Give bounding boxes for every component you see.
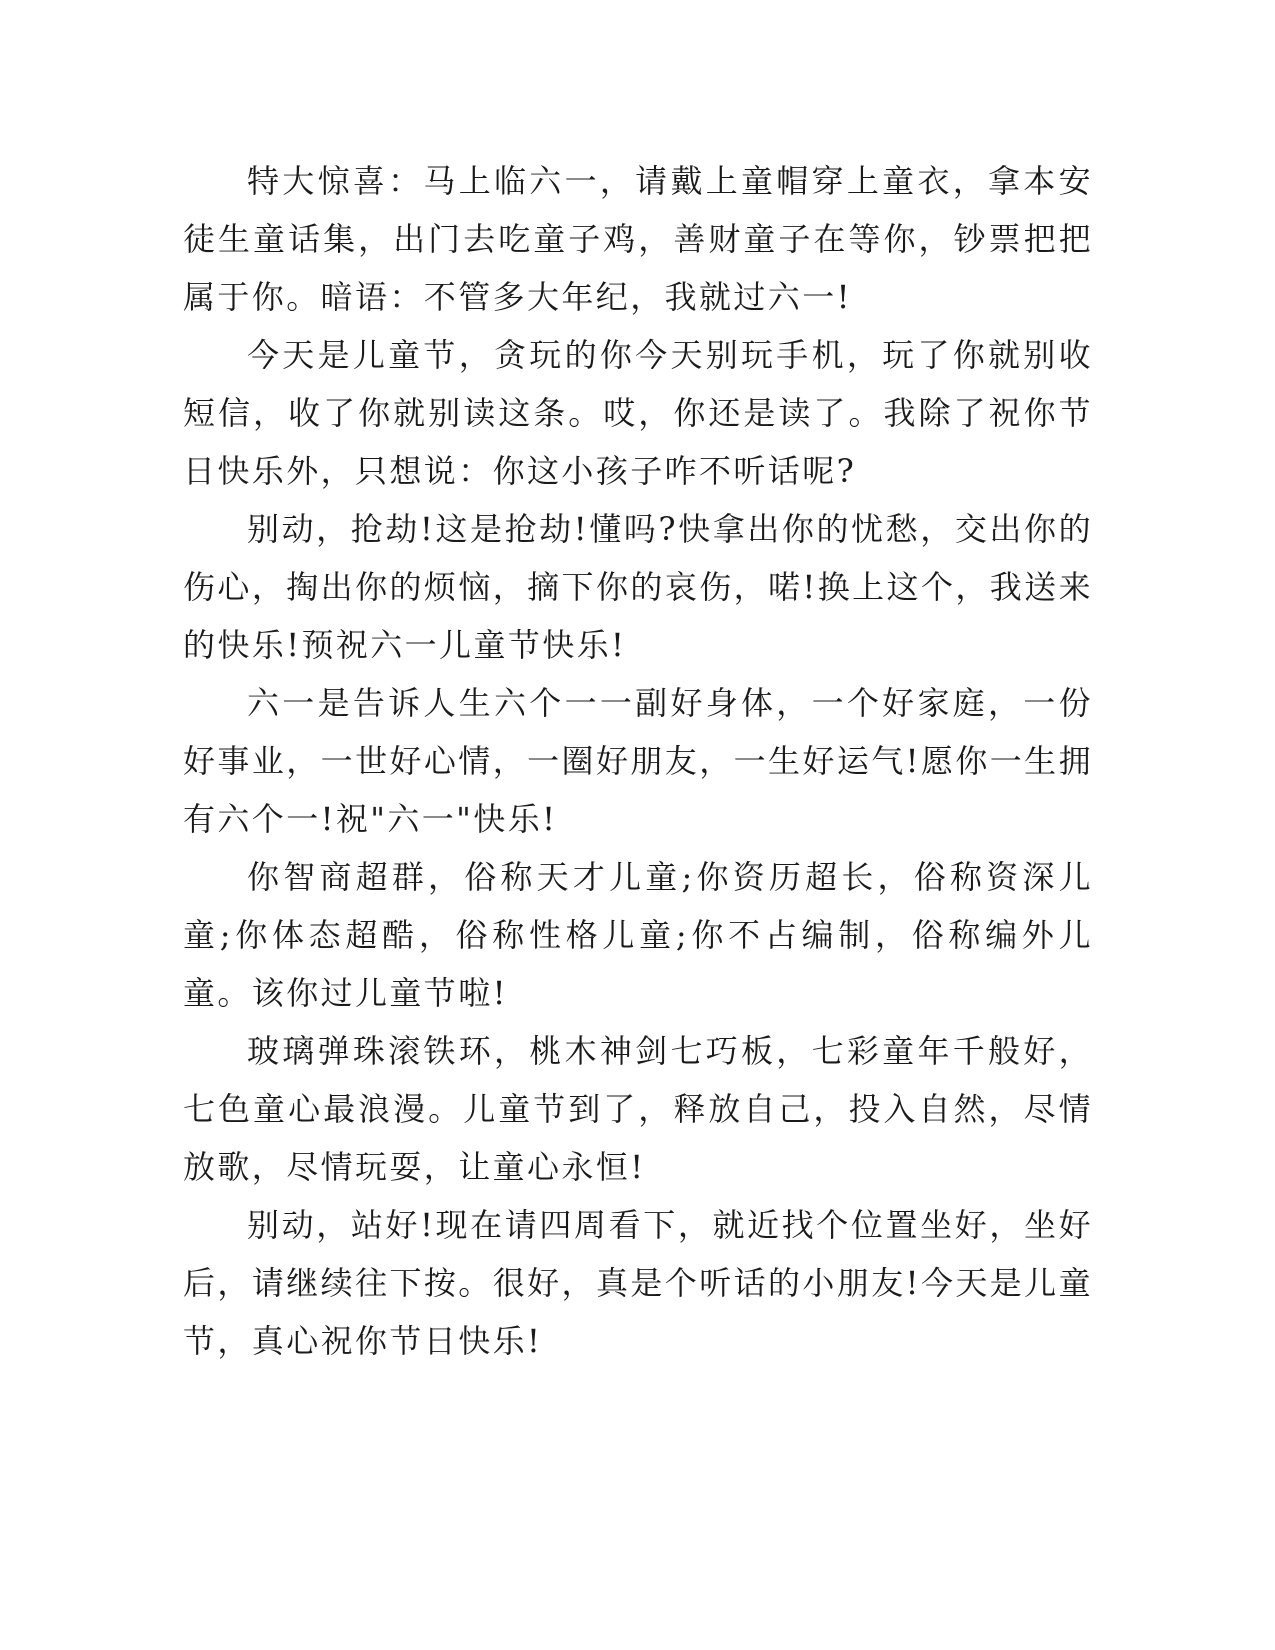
document-body	[183, 152, 1093, 1370]
paragraph-genius-child: 你智商超群，俗称天才儿童;你资历超长，俗称资深儿童;你体态超酷，俗称性格儿童;你不占编制，俗称编外儿童。该你过儿童节啦!	[183, 858, 1093, 1012]
paragraph-robbery: 别动，抢劫!这是抢劫!懂吗?快拿出你的忧愁，交出你的伤心，掏出你的烦恼，摘下你的哀伤，喏!换上这个，我送来的快乐!预祝六一儿童节快乐!	[183, 510, 1093, 664]
paragraph-six-ones: 六一是告诉人生六个一一副好身体，一个好家庭，一份好事业，一世好心情，一圈好朋友，一生好运气!愿你一生拥有六个一!祝"六一"快乐!	[183, 684, 1093, 838]
paragraph-childhood-toys: 玻璃弹珠滚铁环，桃木神剑七巧板，七彩童年千般好，七色童心最浪漫。儿童节到了，释放自己，投入自然，尽情放歌，尽情玩耍，让童心永恒!	[183, 1032, 1093, 1186]
paragraph-phone: 今天是儿童节，贪玩的你今天别玩手机，玩了你就别收短信，收了你就别读这条。哎，你还是读了。我除了祝你节日快乐外，只想说：你这小孩子咋不听话呢?	[183, 336, 1093, 490]
paragraph-surprise: 特大惊喜：马上临六一，请戴上童帽穿上童衣，拿本安徒生童话集，出门去吃童子鸡，善财童子在等你，钞票把把属于你。暗语：不管多大年纪，我就过六一!	[183, 162, 1093, 316]
paragraph-stand-still: 别动，站好!现在请四周看下，就近找个位置坐好，坐好后，请继续往下按。很好，真是个听话的小朋友!今天是儿童节，真心祝你节日快乐!	[183, 1206, 1093, 1360]
